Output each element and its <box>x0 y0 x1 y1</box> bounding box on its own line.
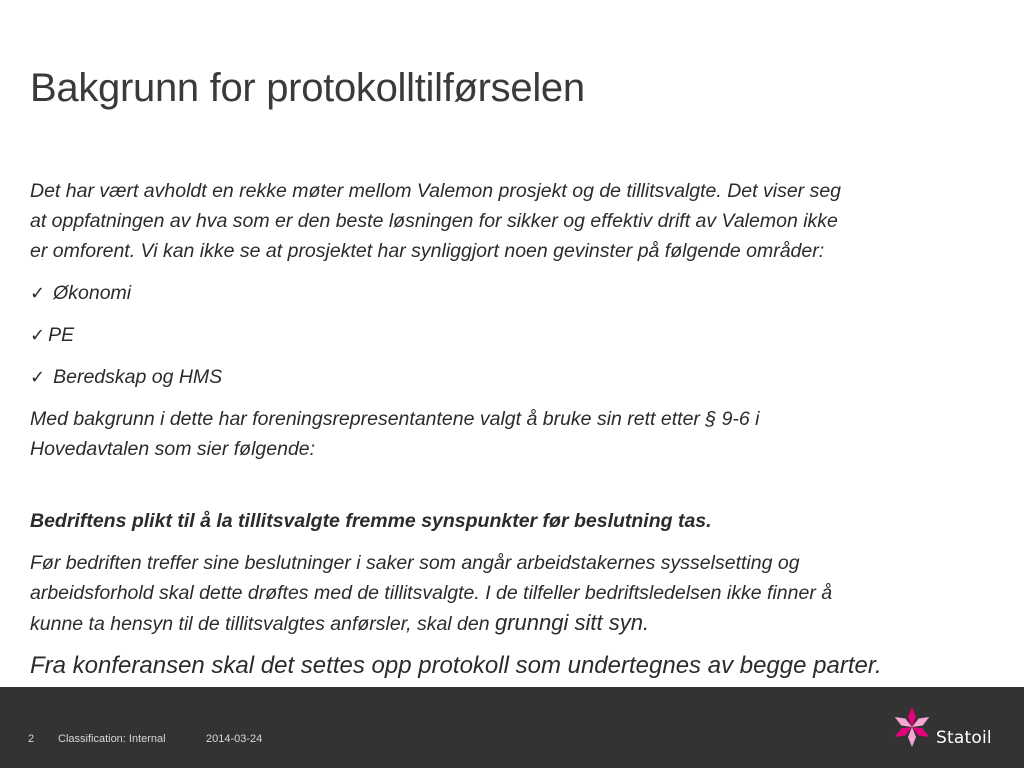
quote-line: kunne ta hensyn til de tillitsvalgtes anførsler, skal den <box>30 613 495 635</box>
bold-heading: Bedriftens plikt til å la tillitsvalgte fremme synspunkter før beslutning tas. <box>30 510 712 532</box>
quote-line: arbeidsforhold skal dette drøftes med de tillitsvalgte. I de tilfeller bedriftsledelsen ikke finner å <box>30 582 833 604</box>
check-item-label: Beredskap og HMS <box>53 366 223 388</box>
intro-line: er omforent. Vi kan ikke se at prosjektet har synliggjort noen gevinster på følgende områder: <box>30 240 825 262</box>
footer-bar <box>0 687 1024 768</box>
logo-wordmark: Statoil <box>936 728 992 748</box>
intro-paragraph <box>30 176 990 266</box>
check-item-label: Økonomi <box>53 282 132 304</box>
spacer <box>30 476 990 506</box>
check-item-pe <box>30 320 990 350</box>
background-paragraph <box>30 404 990 464</box>
quote-line: Før bedriften treffer sine beslutninger i saker som angår arbeidstakernes sysselsetting og <box>30 552 800 574</box>
intro-line: Det har vært avholdt en rekke møter mellom Valemon prosjekt og de tillitsvalgte. Det viser seg <box>30 180 842 202</box>
intro-line: at oppfatningen av hva som er den beste løsningen for sikker og effektiv drift av Valemon ikke <box>30 210 838 232</box>
checkmark-icon: ✓ <box>30 367 46 387</box>
background-line: Hovedavtalen som sier følgende: <box>30 438 316 460</box>
page-number: 2 <box>28 733 35 745</box>
check-item-label: PE <box>48 324 75 346</box>
footer-date: 2014-03-24 <box>206 733 263 745</box>
classification-label: Classification: Internal <box>58 733 166 745</box>
checkmark-icon: ✓ <box>30 283 46 303</box>
checkmark-icon: ✓ <box>30 325 46 345</box>
slide-body <box>30 176 990 681</box>
quote-emphasis: grunngi sitt syn. <box>495 610 650 635</box>
conclusion: Fra konferansen skal det settes opp protokoll som undertegnes av begge parter. <box>30 652 882 679</box>
check-item-beredskap <box>30 362 990 392</box>
slide-title: Bakgrunn for protokolltilførselen <box>30 66 585 110</box>
quote-paragraph <box>30 548 990 639</box>
check-item-okonomi <box>30 278 990 308</box>
background-line: Med bakgrunn i dette har foreningsrepresentantene valgt å bruke sin rett etter § 9-6 i <box>30 408 760 430</box>
